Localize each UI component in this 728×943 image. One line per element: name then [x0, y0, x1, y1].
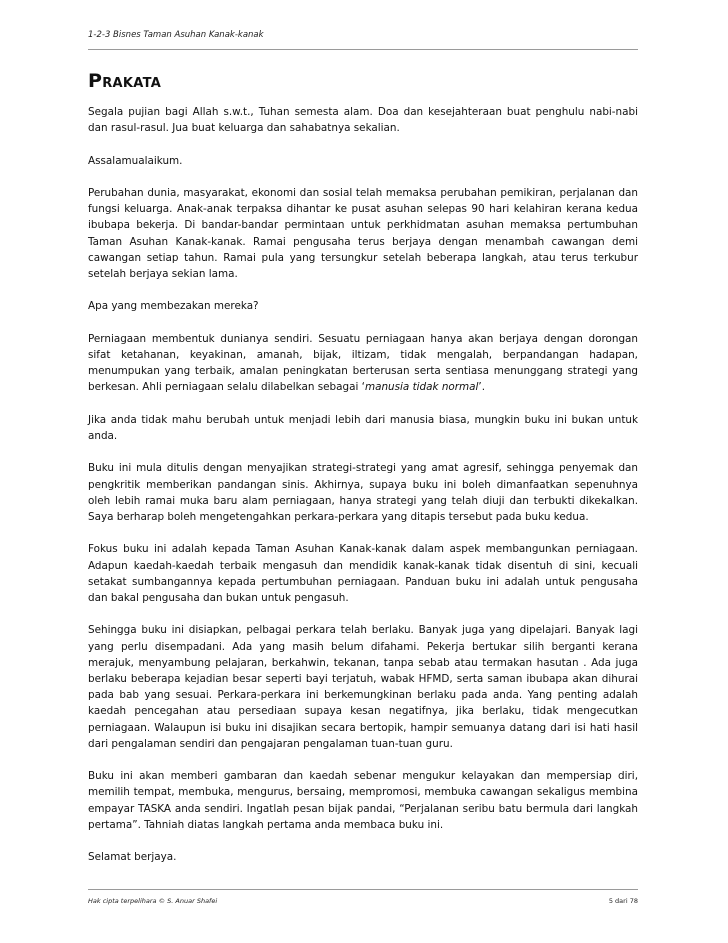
paragraph — [88, 331, 638, 396]
paragraph: Jika anda tidak mahu berubah untuk menjadi lebih dari manusia biasa, mungkin buku ini bukan untuk anda. — [88, 413, 638, 442]
paragraph-text: Perniagaan membentuk dunianya sendiri. Sesuatu perniagaan hanya akan berjaya dengan dorongan sifat ketahanan, keyakinan, amanah, bijak, iltizam, tidak mengalah, berpandangan hadapan, menumpukan yang terbaik, amalan peningkatan berterusan serta sentiasa menunggang strategi yang berkesan. Ahli perniagaan selalu dilabelkan sebagai ‘ — [88, 332, 638, 394]
paragraph: Assalamualaikum. — [88, 154, 183, 167]
paragraph: Buku ini mula ditulis dengan menyajikan strategi-strategi yang amat agresif, sehingga penyemak dan pengkritik memberikan pandangan sinis. Akhirnya, supaya buku ini boleh dimanfaatkan sepenuhnya oleh lebih ramai muka baru alam perniagaan, hanya strategi yang telah diuji dan terbukti dikekalkan. Saya berharap boleh mengetengahkan perkara-perkara yang ditapis tersebut pada buku kedua. — [88, 462, 638, 523]
emphasis-text: manusia tidak normal — [364, 381, 479, 394]
footer-copyright: Hak cipta terpelihara © S. Anuar Shafei — [88, 897, 218, 905]
paragraph: Perubahan dunia, masyarakat, ekonomi dan sosial telah memaksa perubahan pemikiran, perjalanan dan fungsi keluarga. Anak-anak terpaksa dihantar ke pusat asuhan selepas 90 hari kelahiran kerana kedua ibubapa bekerja. Di bandar-bandar permintaan untuk perkhidmatan asuhan memaksa pertumbuhan Taman Asuhan Kanak-kanak. Ramai pengusaha terus berjaya dengan menambah cawangan demi cawangan setiap tahun. Ramai pula yang tersungkur setelah beberapa langkah, atau terus terkubur setelah berjaya sekian lama. — [88, 186, 638, 280]
paragraph: Buku ini akan memberi gambaran dan kaedah sebenar mengukur kelayakan dan mempersiap diri, memilih tempat, membuka, mengurus, bersaing, mempromosi, membuka cawangan sekaligus membina empayar TASKA anda sendiri. Ingatlah pesan bijak pandai, “Perjalanan seribu batu bermula dari langkah pertama”. Tahniah diatas langkah pertama anda membaca buku ini. — [88, 770, 638, 831]
running-header: 1-2-3 Bisnes Taman Asuhan Kanak-kanak — [88, 30, 264, 40]
header-divider — [88, 49, 638, 50]
paragraph: Sehingga buku ini disiapkan, pelbagai perkara telah berlaku. Banyak juga yang dipelajari. Banyak lagi yang perlu disempadani. Ada yang masih belum difahami. Pekerja bertukar silih berganti kerana merajuk, menyambung pelajaran, berkahwin, tekanan, tanpa sebab atau termakan hasutan . Ada juga berlaku beberapa kejadian besar seperti bayi terjatuh, wabak HFMD, serta saman ibubapa akan dihurai pada bab yang sesuai. Perkara-perkara ini berkemungkinan berlaku pada anda. Yang penting adalah kaedah pencegahan atau persediaan supaya kesan negatifnya, jika berlaku, tidak mengecutkan perniagaan. Walaupun isi buku ini disajikan secara bertopik, hampir semuanya datang dari isi hati hasil dari pengalaman sendiri dan pengajaran pengalaman tuan-tuan guru. — [88, 624, 638, 750]
paragraph: Segala pujian bagi Allah s.w.t., Tuhan semesta alam. Doa dan kesejahteraan buat penghulu nabi-nabi dan rasul-rasul. Jua buat keluarga dan sahabatnya sekalian. — [88, 106, 638, 135]
paragraph: Selamat berjaya. — [88, 851, 177, 864]
paragraph: Apa yang membezakan mereka? — [88, 300, 259, 313]
footer-divider — [88, 889, 638, 890]
page-number: 5 dari 78 — [608, 897, 638, 905]
document-body — [88, 104, 638, 882]
page-title: Prakata — [88, 70, 162, 92]
paragraph: Fokus buku ini adalah kepada Taman Asuhan Kanak-kanak dalam aspek membangunkan perniagaan. Adapun kaedah-kaedah terbaik mengasuh dan mendidik kanak-kanak tidak disentuh di sini, kecuali setakat sumbangannya kepada pertumbuhan perniagaan. Panduan buku ini adalah untuk pengusaha dan bakal pengusaha dan bukan untuk pengasuh. — [88, 543, 638, 604]
paragraph-text: ’. — [478, 381, 486, 394]
